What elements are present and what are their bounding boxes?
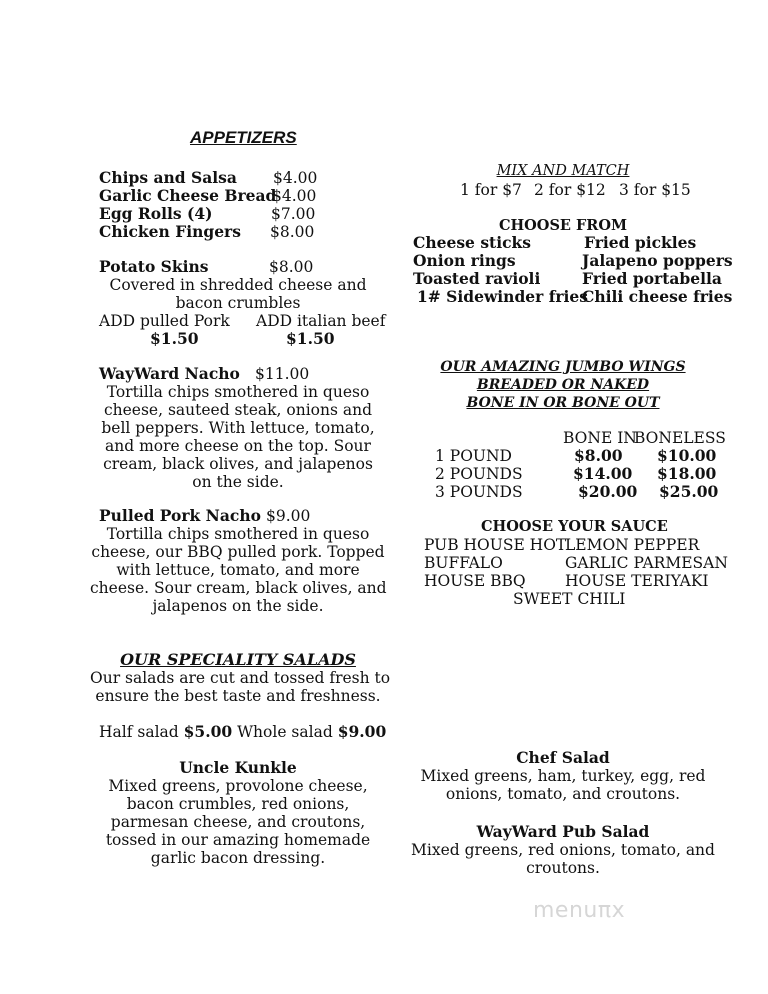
wings-boneless-price: $18.00 [657,464,717,483]
potato-skins-desc: Covered in shredded cheese and bacon crumbles [109,276,367,312]
mix-match-item: Toasted ravioli [413,269,541,288]
sauce-item: BUFFALO [424,554,503,572]
sauce-item: LEMON PEPPER [565,536,700,554]
uncle-kunkle-name: Uncle Kunkle [179,758,297,777]
pulled-pork-nacho-price: $9.00 [266,507,311,525]
pulled-pork-nacho-desc: Tortilla chips smothered in queso cheese, our BBQ pulled pork. Topped with lettuce, tomato, and more cheese. Sour cream, black olives, and jalapenos on the side. [90,525,387,615]
sauce-item: GARLIC PARMESAN [565,554,728,572]
mix-match-item: Jalapeno poppers [582,251,733,270]
addon-italian-beef-label: ADD italian beef [256,312,386,330]
mix-match-item: Cheese sticks [413,233,531,252]
wayward-pub-salad-desc: Mixed greens, red onions, tomato, and croutons. [411,841,715,877]
choose-from-title: CHOOSE FROM [498,217,628,234]
sauce-item: HOUSE TERIYAKI [565,572,709,590]
menupix-watermark: menuπx [533,898,626,923]
wings-bone-in-price: $20.00 [578,482,638,501]
wings-boneless-price: $25.00 [659,482,719,501]
addon-italian-beef-price: $1.50 [286,329,335,348]
wings-bone-in-price: $14.00 [573,464,633,483]
appetizer-price: $4.00 [273,169,318,187]
salads-title: OUR SPECIALITY SALADS [120,650,356,669]
mix-match-item: Chili cheese fries [582,287,733,306]
mix-match-left-list [413,234,588,306]
chef-salad-name: Chef Salad [516,748,610,767]
appetizer-price: $4.00 [272,187,317,205]
wayward-nacho-desc: Tortilla chips smothered in queso cheese, sauteed steak, onions and bell peppers. With lettuce, tomato, and more cheese on the top. Sour cream, black olives, and jalapenos on the side. [101,383,375,491]
wings-title: OUR AMAZING JUMBO WINGS BREADED OR NAKED BONE IN OR BONE OUT [440,359,686,411]
half-salad-label: Half salad [99,723,179,741]
appetizer-name: Egg Rolls (4) [99,204,213,223]
mix-match-item: 1# Sidewinder fries [417,287,589,306]
wings-col-bone-in: BONE IN [563,429,637,447]
sauce-left-list [424,536,566,590]
wings-col-boneless: BONELESS [634,429,726,447]
wings-size: 1 POUND [435,447,512,465]
potato-skins-name: Potato Skins [99,257,209,276]
sauce-item: PUB HOUSE HOT [424,536,567,554]
wayward-pub-salad-name: WayWard Pub Salad [476,822,650,841]
sauce-item: HOUSE BBQ [424,572,526,590]
appetizer-price: $7.00 [271,205,316,223]
uncle-kunkle-desc: Mixed greens, provolone cheese, bacon crumbles, red onions, parmesan cheese, and croutons, tossed in our amazing homemade garlic bacon dressing. [105,777,371,867]
wayward-nacho-name: WayWard Nacho [99,364,240,383]
mix-match-item: Onion rings [413,251,516,270]
wayward-nacho-price: $11.00 [255,365,310,383]
mix-match-deal-2: 2 for $12 [534,181,606,199]
sauce-title: CHOOSE YOUR SAUCE [481,518,668,535]
chef-salad-desc: Mixed greens, ham, turkey, egg, red onions, tomato, and croutons. [420,767,706,803]
mix-match-deal-1: 1 for $7 [460,181,522,199]
wings-bone-in-price: $8.00 [574,446,623,465]
mix-match-title: MIX AND MATCH [496,163,630,179]
salad-size-prices [99,723,386,741]
appetizers-title: APPETIZERS [190,128,297,147]
wings-boneless-price: $10.00 [657,446,717,465]
appetizer-price: $8.00 [270,223,315,241]
sauce-item: SWEET CHILI [513,590,626,608]
pulled-pork-nacho-name: Pulled Pork Nacho [99,506,261,525]
appetizer-name: Garlic Cheese Bread [99,186,277,205]
mix-match-item: Fried pickles [584,233,697,252]
appetizer-name: Chicken Fingers [99,222,241,241]
half-salad-price: $5.00 [183,722,233,741]
appetizer-name: Chips and Salsa [99,168,237,187]
mix-match-item: Fried portabella [582,269,722,288]
potato-skins-price: $8.00 [269,258,314,276]
sauce-right-list [565,536,728,590]
whole-salad-price: $9.00 [337,722,387,741]
addon-pulled-pork-price: $1.50 [150,329,199,348]
addon-pulled-pork-label: ADD pulled Pork [99,312,230,330]
salads-intro: Our salads are cut and tossed fresh to ensure the best taste and freshness. [90,669,391,705]
whole-salad-label: Whole salad [237,723,333,741]
wings-size: 2 POUNDS [435,465,523,483]
wings-size: 3 POUNDS [435,483,523,501]
mix-match-deal-3: 3 for $15 [619,181,691,199]
mix-match-right-list [582,234,733,306]
